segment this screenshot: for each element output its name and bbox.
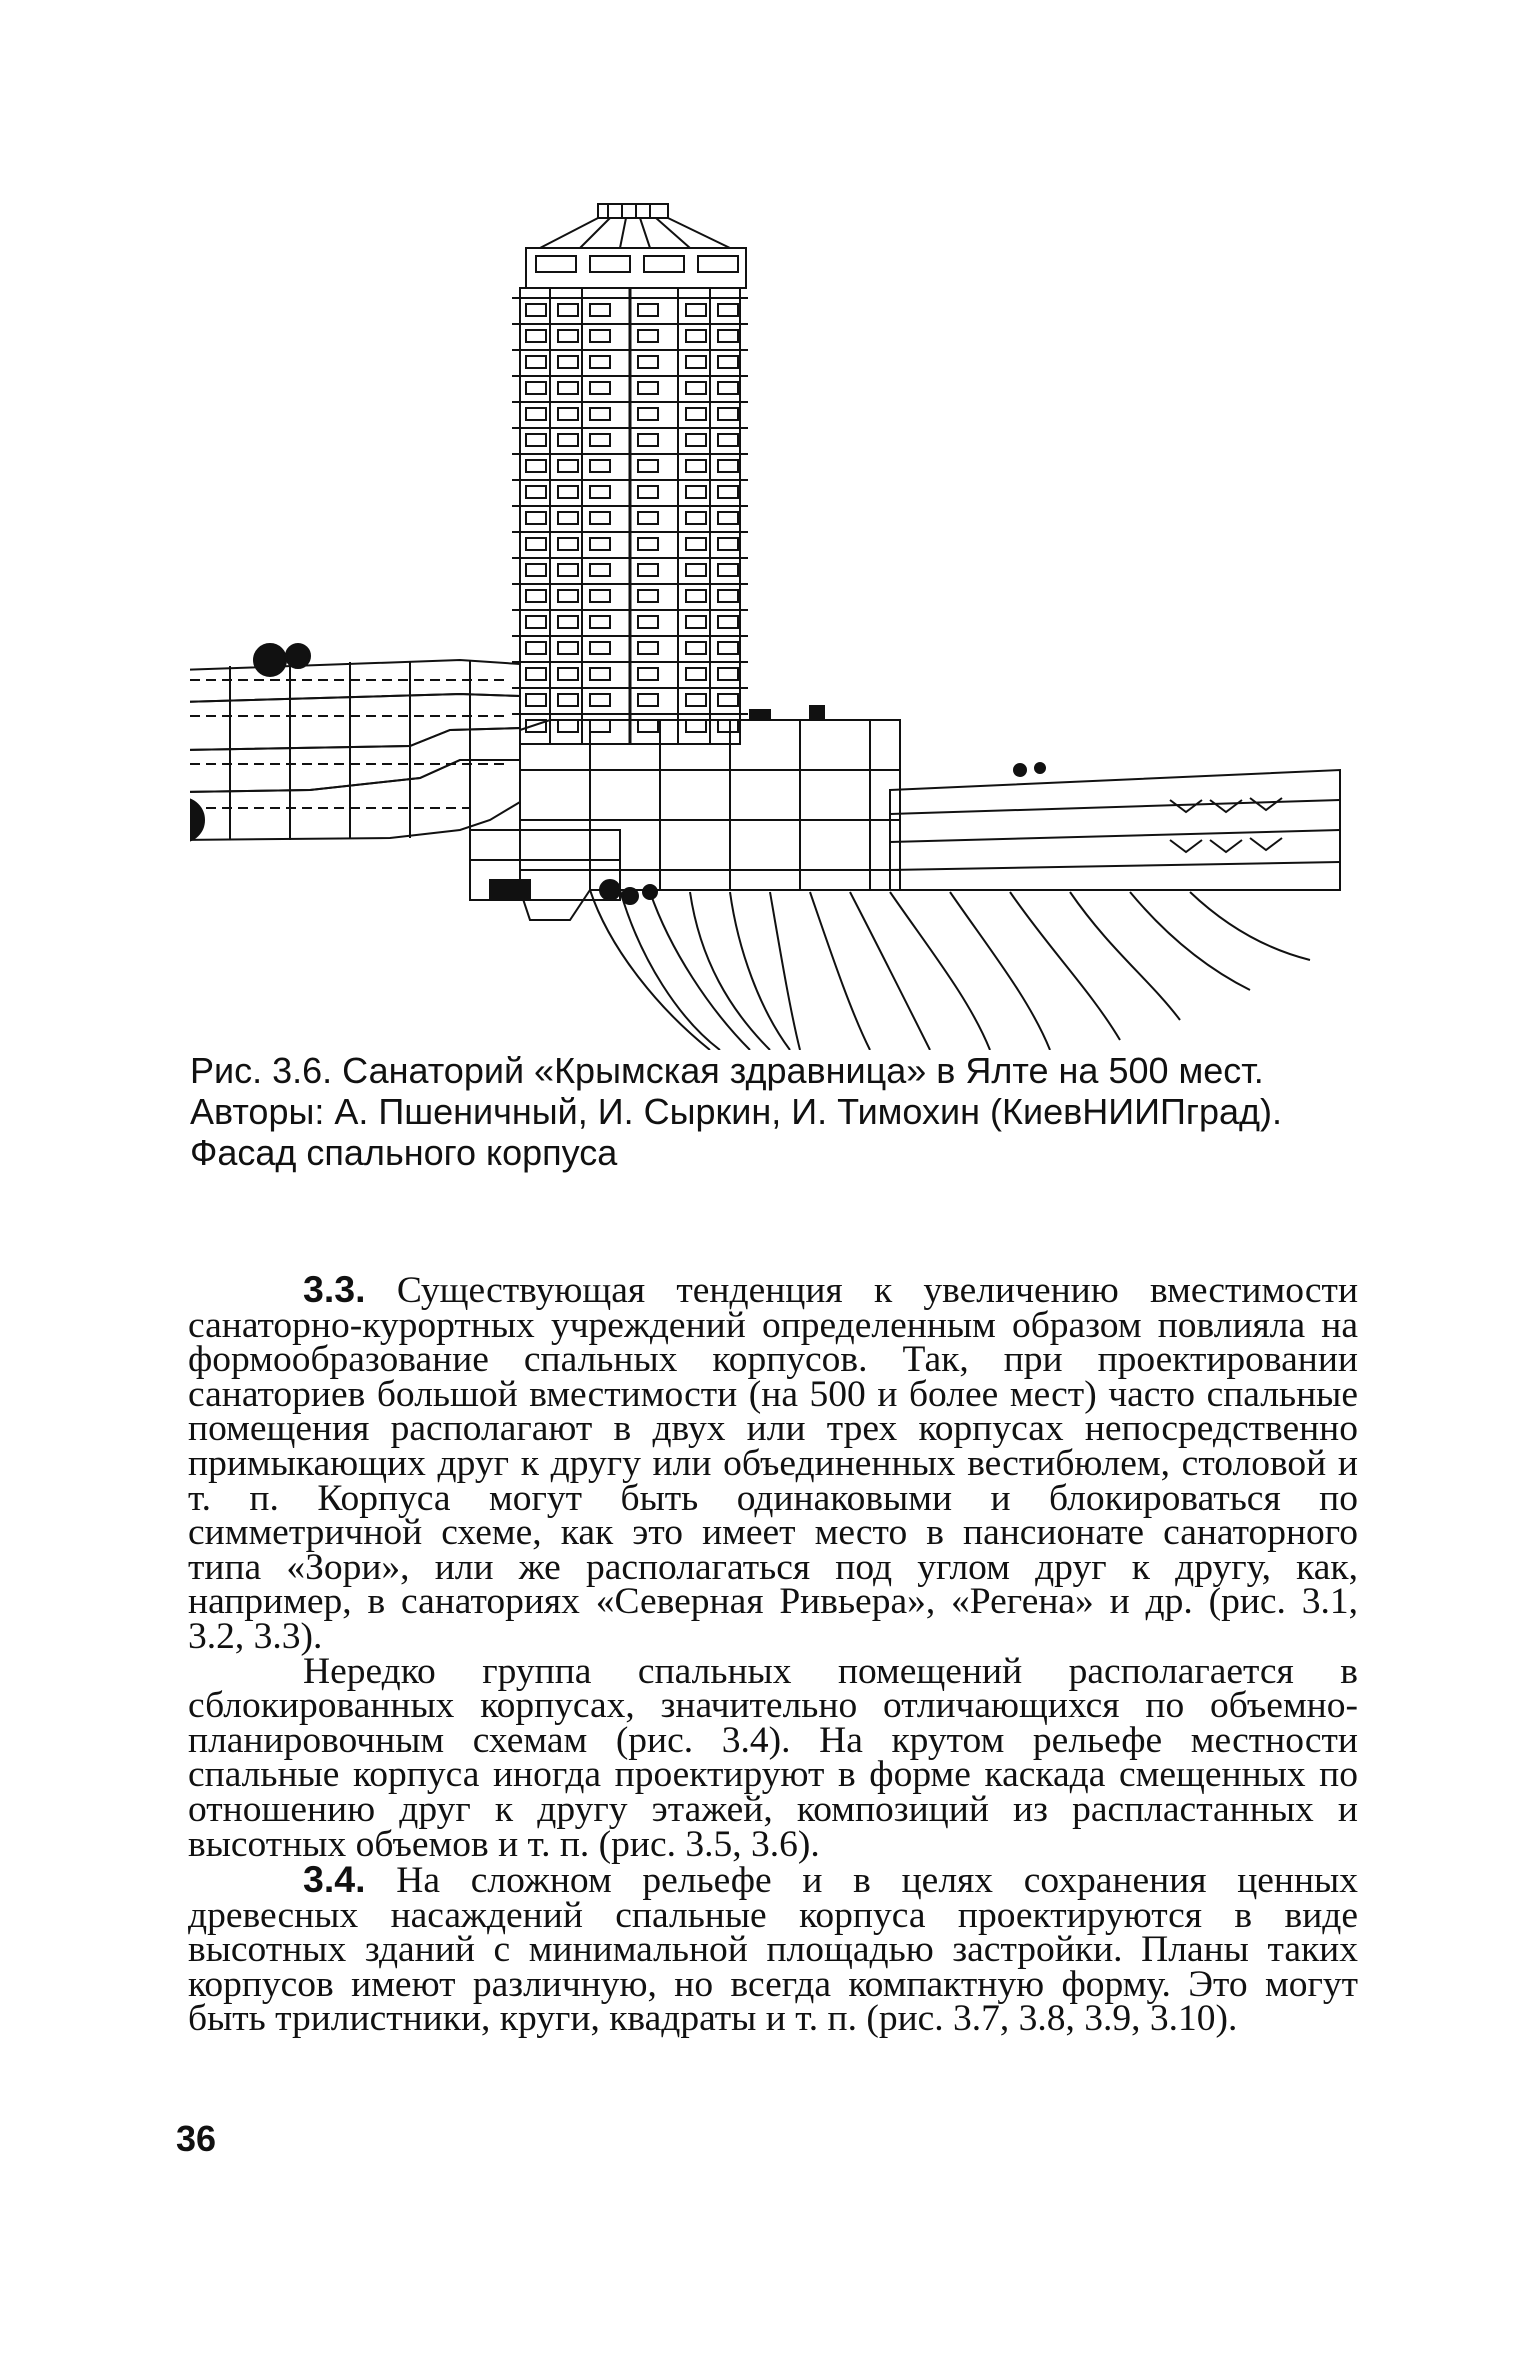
tower-balcony — [638, 616, 658, 628]
tower-balcony — [526, 538, 546, 550]
tower-balcony — [718, 408, 738, 420]
tower-balcony — [558, 356, 578, 368]
tower-balcony — [686, 564, 706, 576]
caption-line-2: Авторы: А. Пшеничный, И. Сыркин, И. Тимохин (КиевНИИПград). — [190, 1091, 1283, 1132]
tower-balcony — [558, 382, 578, 394]
tower-balcony — [558, 460, 578, 472]
paragraph-3-4 — [188, 1858, 1358, 2040]
tower-balcony — [558, 408, 578, 420]
tower-balcony — [526, 590, 546, 602]
tower-balcony — [718, 512, 738, 524]
body-text — [188, 1268, 1359, 2040]
tower-balcony — [638, 330, 658, 342]
tower-balcony — [590, 304, 610, 316]
tower-balcony — [686, 668, 706, 680]
tower-balcony — [686, 304, 706, 316]
tower-balcony — [558, 304, 578, 316]
tower-balcony — [638, 590, 658, 602]
tower-balcony — [526, 694, 546, 706]
tower-balcony — [686, 408, 706, 420]
section-number-3-4: 3.4. — [303, 1858, 366, 1901]
tower-balcony — [686, 538, 706, 550]
tower-balcony — [558, 616, 578, 628]
tower-balcony — [718, 564, 738, 576]
tower-balcony — [590, 564, 610, 576]
tower-balcony — [638, 486, 658, 498]
paragraph-3-4-text: На сложном рельефе и в целях сохранения ценных древесных насаждений спальные корпуса проектируются в виде высотных зданий с минимальной площадью застройки. Планы таких корпусов имеют различную, но всегда компактную форму. Это могут быть трилистники, круги, квадраты и т. п. (рис. 3.7, 3.8, 3.9, 3.10). — [188, 1860, 1358, 2040]
page-number: 36 — [176, 2118, 217, 2159]
tower-balcony — [686, 330, 706, 342]
tower-balcony — [590, 486, 610, 498]
tower-balcony — [718, 616, 738, 628]
tower-balcony — [558, 512, 578, 524]
tower-balcony — [686, 512, 706, 524]
tower-balcony — [558, 486, 578, 498]
tower-balcony — [558, 434, 578, 446]
caption-line-1: Рис. 3.6. Санаторий «Крымская здравница» в Ялте на 500 мест. — [190, 1050, 1264, 1091]
tower-balcony — [590, 720, 610, 732]
paragraph-3-3 — [188, 1268, 1359, 1657]
tower-balcony — [558, 590, 578, 602]
tower-balcony — [638, 434, 658, 446]
tower-balcony — [590, 330, 610, 342]
section-number-3-3: 3.3. — [303, 1268, 366, 1310]
tower-balcony — [526, 564, 546, 576]
tower-balcony — [558, 642, 578, 654]
tower-balcony — [718, 486, 738, 498]
paragraph-2 — [188, 1650, 1358, 1865]
tower-balcony — [526, 616, 546, 628]
tower-balcony — [638, 642, 658, 654]
tower-balcony — [526, 642, 546, 654]
tower-balcony — [686, 356, 706, 368]
tower-balcony — [526, 408, 546, 420]
tower-balcony — [526, 304, 546, 316]
tower-balcony — [686, 720, 706, 732]
tower-balcony — [686, 694, 706, 706]
left-terraced-wing — [190, 644, 520, 842]
tower-balcony — [638, 304, 658, 316]
tower-balcony — [638, 356, 658, 368]
tower-balcony — [526, 434, 546, 446]
tower-balcony — [590, 668, 610, 680]
tower-balcony — [526, 382, 546, 394]
tower-balcony — [686, 616, 706, 628]
tower-balcony — [718, 538, 738, 550]
tower-balcony — [638, 408, 658, 420]
tower-balcony — [718, 304, 738, 316]
figure-caption — [190, 1050, 1360, 1173]
tower-balcony — [718, 720, 738, 732]
tower-balcony — [718, 668, 738, 680]
building-facade-figure — [190, 190, 1350, 1050]
rocky-cliff — [590, 880, 1310, 1050]
tower-balcony — [638, 382, 658, 394]
tower-balcony — [686, 590, 706, 602]
tower-balcony — [558, 330, 578, 342]
tower-balcony — [718, 382, 738, 394]
tower-balcony — [558, 694, 578, 706]
tower-balcony — [590, 642, 610, 654]
tower-balcony — [590, 382, 610, 394]
tower-balcony — [590, 434, 610, 446]
tower-balcony — [718, 590, 738, 602]
tower-balcony — [558, 720, 578, 732]
tower-balcony — [718, 330, 738, 342]
tower-balcony — [638, 668, 658, 680]
tower-balcony — [558, 668, 578, 680]
caption-line-3: Фасад спального корпуса — [190, 1132, 618, 1173]
tower-balcony — [590, 590, 610, 602]
tower-balcony — [526, 356, 546, 368]
tower-balcony — [686, 434, 706, 446]
tower-balcony — [718, 356, 738, 368]
tower-balcony — [686, 642, 706, 654]
paragraph-2-text: Нередко группа спальных помещений располагается в сблокированных корпусах, значительно отличающихся по объемно-планировочным схемам (рис. 3.4). На крутом рельефе местности спальные корпуса иногда проектируют в форме каскада смещенных по отношению друг к другу этажей, композиций из распластанных и высотных объемов и т. п. (рис. 3.5, 3.6). — [188, 1650, 1358, 1865]
tower-balcony — [638, 512, 658, 524]
right-side-wing — [890, 763, 1340, 890]
tower-balcony — [638, 720, 658, 732]
tower-balcony — [686, 460, 706, 472]
tower-balcony — [526, 330, 546, 342]
tower-balcony — [526, 668, 546, 680]
tower-balcony — [590, 512, 610, 524]
tower-balcony — [590, 356, 610, 368]
tower-balcony — [686, 486, 706, 498]
tower-balcony — [526, 460, 546, 472]
tower-balcony — [718, 694, 738, 706]
tower-balcony — [718, 642, 738, 654]
tower-balcony — [526, 512, 546, 524]
tower-balcony — [638, 564, 658, 576]
tower-balcony — [558, 538, 578, 550]
tower-balcony — [590, 616, 610, 628]
tower-balcony — [590, 538, 610, 550]
tower-balcony — [718, 434, 738, 446]
tower-balcony — [558, 564, 578, 576]
tower-balcony — [590, 408, 610, 420]
paragraph-3-3-text: Существующая тенденция к увеличению вместимости санаторно-курортных учреждений определенным образом повлияла на формообразование спальных корпусов. Так, при проектировании санаториев большой вместимости (на 500 и более мест) часто спальные помещения располагают в двух или трех корпусах непосредственно примыкающих друг к другу или объединенных вестибюлем, столовой и т. п. Корпуса могут быть одинаковыми и блокироваться по симметричной схеме, как это имеет место в пансионате санаторного типа «Зори», или же располагаться под углом друг к другу, как, например, в санаториях «Северная Ривьера», «Регена» и др. (рис. 3.1, 3.2, 3.3). — [188, 1270, 1359, 1657]
tower-balcony — [638, 538, 658, 550]
tower-balcony — [718, 460, 738, 472]
tower-balcony — [638, 694, 658, 706]
tower-balcony — [526, 486, 546, 498]
tower-balcony — [590, 694, 610, 706]
tower-roof — [526, 204, 746, 288]
tower-balcony — [686, 382, 706, 394]
tower-balcony — [638, 460, 658, 472]
tower-balcony — [590, 460, 610, 472]
